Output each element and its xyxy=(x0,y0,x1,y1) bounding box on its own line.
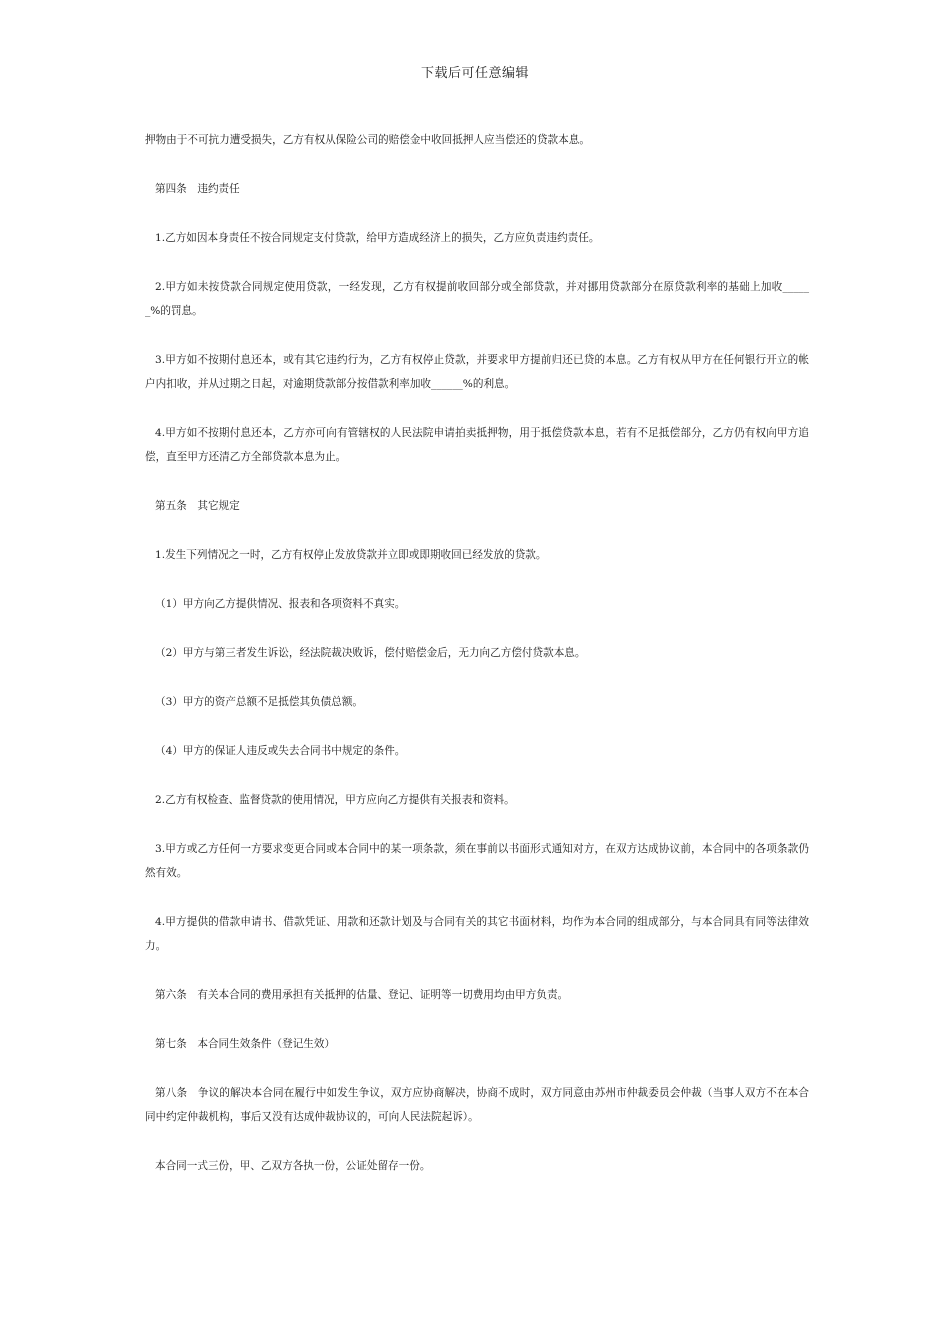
article-5-item-2: （2）甲方与第三者发生诉讼，经法院裁决败诉，偿付赔偿金后，无力向乙方偿付贷款本息。 xyxy=(155,647,586,659)
article-4-clause-4: 4.甲方如不按期付息还本，乙方亦可向有管辖权的人民法院申请拍卖抵押物，用于抵偿贷款本息，若有不足抵偿部分，乙方仍有权向甲方追偿，直至甲方还清乙方全部贷款本息为止。 xyxy=(145,427,809,463)
copies-statement: 本合同一式三份，甲、乙双方各执一份，公证处留存一份。 xyxy=(155,1160,431,1172)
article-5-clause-4: 4.甲方提供的借款申请书、借款凭证、用款和还款计划及与合同有关的其它书面材料，均作为本合同的组成部分，与本合同具有同等法律效力。 xyxy=(145,916,809,952)
document-body xyxy=(145,128,809,1203)
article-5-clause-2: 2.乙方有权检查、监督贷款的使用情况，甲方应向乙方提供有关报表和资料。 xyxy=(155,794,515,806)
article-5-item-4: （4）甲方的保证人违反或失去合同书中规定的条件。 xyxy=(155,745,406,757)
document-header: 下载后可任意编辑 xyxy=(420,66,529,81)
article-5-item-1: （1）甲方向乙方提供情况、报表和各项资料不真实。 xyxy=(155,598,406,610)
article-4-heading: 第四条 违约责任 xyxy=(155,183,240,195)
article-5-clause-3: 3.甲方或乙方任何一方要求变更合同或本合同中的某一项条款，须在事前以书面形式通知对方，在双方达成协议前，本合同中的各项条款仍然有效。 xyxy=(145,843,809,879)
article-6: 第六条 有关本合同的费用承担有关抵押的估量、登记、证明等一切费用均由甲方负责。 xyxy=(155,989,569,1001)
article-5-heading: 第五条 其它规定 xyxy=(155,500,240,512)
article-4-clause-2: 2.甲方如未按贷款合同规定使用贷款，一经发现，乙方有权提前收回部分或全部贷款，并对挪用贷款部分在原贷款利率的基础上加收______%的罚息。 xyxy=(145,281,809,317)
article-5-item-3: （3）甲方的资产总额不足抵偿其负债总额。 xyxy=(155,696,364,708)
article-8: 第八条 争议的解决本合同在履行中如发生争议，双方应协商解决，协商不成时，双方同意由苏州市仲裁委员会仲裁（当事人双方不在本合同中约定仲裁机构，事后又没有达成仲裁协议的，可向人民法院起诉）。 xyxy=(145,1087,809,1123)
article-4-clause-3: 3.甲方如不按期付息还本，或有其它违约行为，乙方有权停止贷款，并要求甲方提前归还已贷的本息。乙方有权从甲方在任何银行开立的帐户内扣收，并从过期之日起，对逾期贷款部分按借款利率加收______%的利息。 xyxy=(145,354,809,390)
article-7: 第七条 本合同生效条件（登记生效） xyxy=(155,1038,336,1050)
article-4-clause-1: 1.乙方如因本身责任不按合同规定支付贷款，给甲方造成经济上的损失，乙方应负责违约责任。 xyxy=(155,232,600,244)
paragraph-continuation: 押物由于不可抗力遭受损失，乙方有权从保险公司的赔偿金中收回抵押人应当偿还的贷款本息。 xyxy=(145,134,590,146)
article-5-clause-1: 1.发生下列情况之一时，乙方有权停止发放贷款并立即或即期收回已经发放的贷款。 xyxy=(155,549,547,561)
